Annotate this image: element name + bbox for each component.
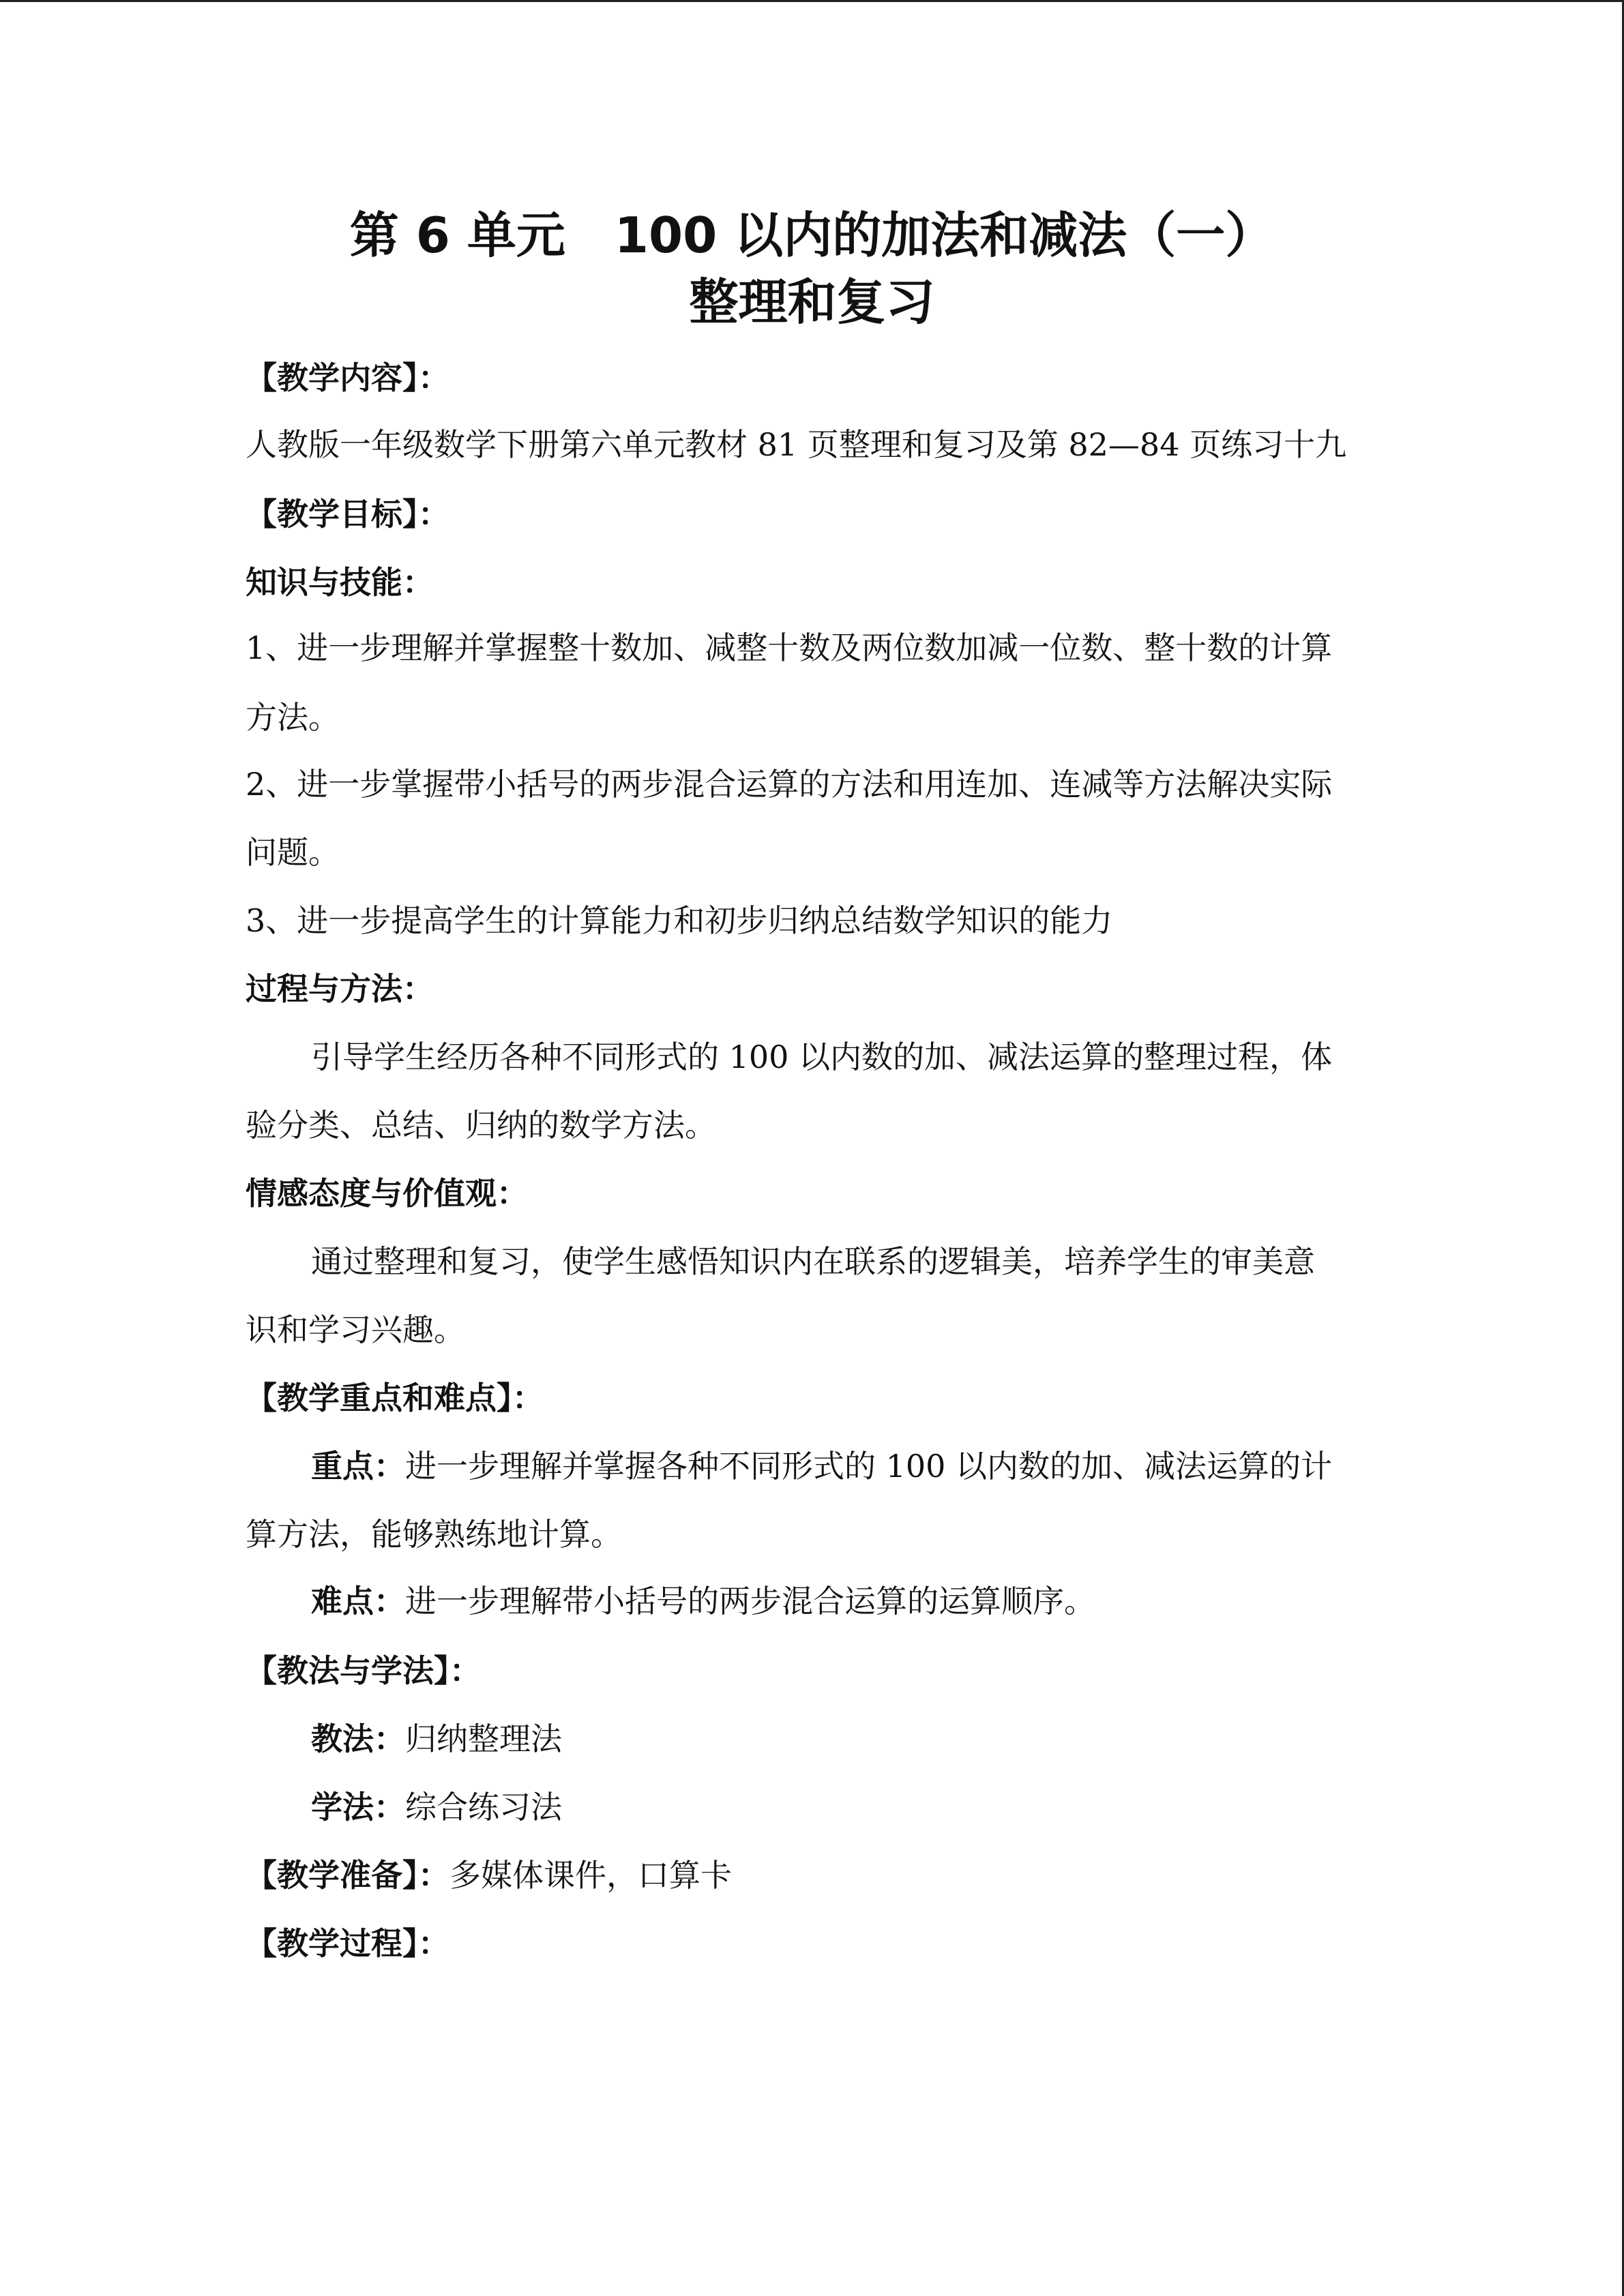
emotion-line-1: 通过整理和复习，使学生感悟知识内在联系的逻辑美，培养学生的审美意 — [311, 1243, 1315, 1280]
process-method-line-1: 引导学生经历各种不同形式的 100 以内数的加、减法运算的整理过程，体 — [311, 1039, 1333, 1075]
key-point-line-2: 算方法，能够熟练地计算。 — [246, 1516, 622, 1553]
process-method-line-2: 验分类、总结、归纳的数学方法。 — [246, 1107, 716, 1144]
learning-method-label: 学法： — [311, 1789, 405, 1825]
objective-item-3: 3、进一步提高学生的计算能力和初步归纳总结数学知识的能力 — [246, 902, 1113, 939]
page-border-top — [0, 0, 1624, 2]
preparation-line — [246, 1855, 732, 1896]
teaching-method-text: 归纳整理法 — [405, 1720, 562, 1757]
teaching-method-line — [311, 1718, 562, 1759]
learning-method-line — [311, 1787, 562, 1828]
objective-item-2-line-1: 2、进一步掌握带小括号的两步混合运算的方法和用连加、连减等方法解决实际 — [246, 766, 1333, 803]
document-subtitle: 整理和复习 — [689, 273, 935, 331]
emotion-line-2: 识和学习兴趣。 — [246, 1311, 465, 1348]
methods-heading: 【教法与学法】： — [246, 1652, 481, 1689]
objective-item-1-line-1: 1、进一步理解并掌握整十数加、减整十数及两位数加减一位数、整十数的计算 — [246, 629, 1333, 666]
learning-method-text: 综合练习法 — [405, 1789, 562, 1825]
difficulty-text: 进一步理解带小括号的两步混合运算的运算顺序。 — [405, 1583, 1095, 1620]
objectives-heading: 【教学目标】： — [246, 496, 449, 533]
preparation-heading: 【教学准备】： — [246, 1857, 449, 1894]
document-title: 第 6 单元 100 以内的加法和减法（一） — [349, 207, 1275, 264]
preparation-text: 多媒体课件，口算卡 — [449, 1857, 732, 1894]
teaching-method-label: 教法： — [311, 1720, 405, 1757]
content-heading: 【教学内容】： — [246, 359, 449, 396]
objective-item-1-line-2: 方法。 — [246, 699, 340, 736]
key-point-text: 进一步理解并掌握各种不同形式的 100 以内数的加、减法运算的计 — [405, 1448, 1333, 1485]
knowledge-heading: 知识与技能： — [246, 564, 434, 601]
process-heading: 【教学过程】： — [246, 1925, 449, 1962]
key-point-line-1 — [311, 1446, 1332, 1487]
emotion-heading: 情感态度与价值观： — [246, 1175, 528, 1212]
keypoints-heading: 【教学重点和难点】： — [246, 1380, 544, 1416]
difficulty-label: 难点： — [311, 1583, 405, 1620]
process-method-heading: 过程与方法： — [246, 970, 434, 1007]
objective-item-2-line-2: 问题。 — [246, 834, 340, 871]
content-text: 人教版一年级数学下册第六单元教材 81 页整理和复习及第 82—84 页练习十九 — [246, 426, 1347, 463]
difficulty-line — [311, 1581, 1095, 1622]
key-point-label: 重点： — [311, 1448, 405, 1485]
